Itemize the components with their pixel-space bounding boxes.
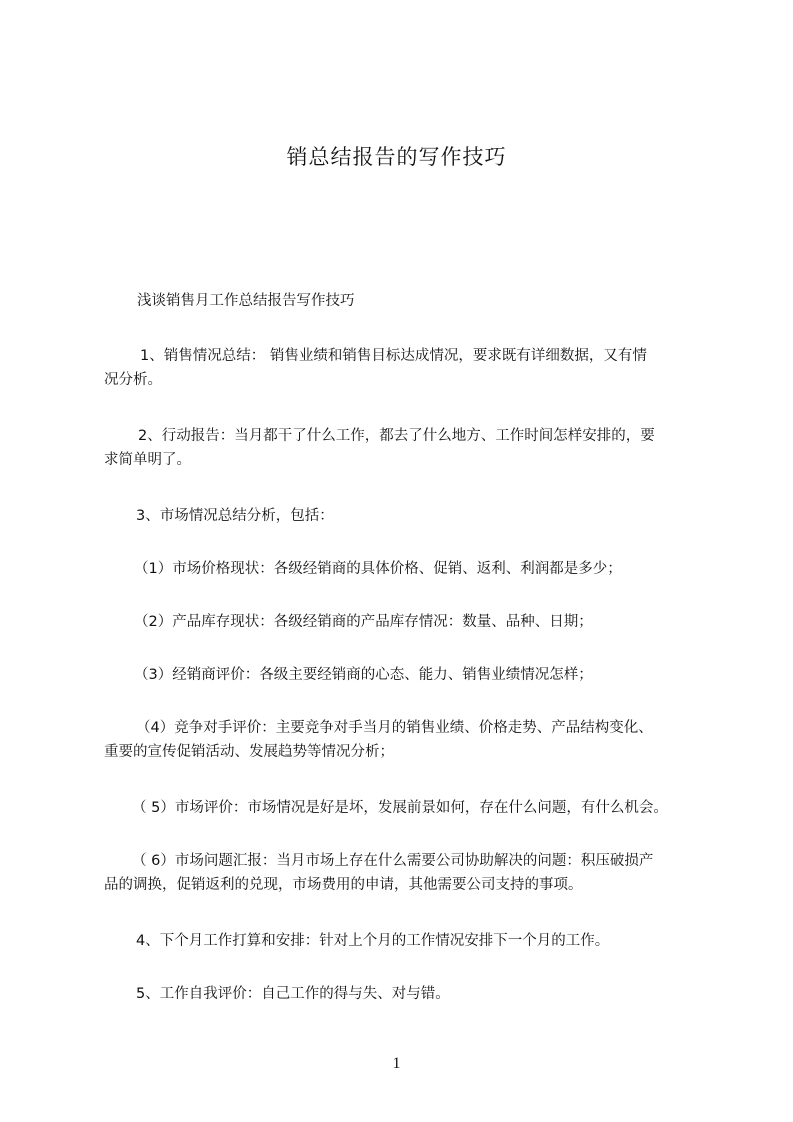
document-title: 销总结报告的写作技巧 (286, 145, 507, 169)
subtitle: 浅谈销售月工作总结报告写作技巧 (137, 293, 355, 309)
paragraph-inventory (104, 610, 716, 634)
paragraph-dealer-evaluation (104, 663, 716, 687)
paragraph-line: 4、下个月工作打算和安排：针对上个月的工作情况安排下一个月的工作。 (136, 933, 610, 949)
paragraph-line: 5、工作自我评价：自己工作的得与失、对与错。 (136, 986, 450, 1002)
paragraph-market-issues (104, 849, 716, 897)
paragraph-sales-summary (104, 344, 716, 392)
paragraph-line: 3、市场情况总结分析，包括： (136, 508, 334, 524)
paragraph-line: 品的调换，促销返利的兑现，市场费用的申请，其他需要公司支持的事项。 (104, 877, 583, 893)
paragraph-competitor-evaluation (104, 716, 716, 764)
paragraph-self-evaluation (104, 982, 716, 1006)
paragraph-line: （2）产品库存现状：各级经销商的产品库存情况：数量、品种、日期； (134, 614, 593, 630)
paragraph-line: 求简单明了。 (104, 452, 191, 468)
paragraph-line: （ 6）市场问题汇报：当月市场上存在什么需要公司协助解决的问题：积压破损产 (132, 853, 654, 869)
paragraph-action-report (104, 424, 716, 472)
paragraph-line: 况分析。 (104, 372, 162, 388)
page-number: 1 (392, 1055, 401, 1072)
paragraph-line: （ 5）市场评价：市场情况是好是坏，发展前景如何，存在什么问题，有什么机会。 (132, 800, 668, 816)
paragraph-line: （1）市场价格现状：各级经销商的具体价格、促销、返利、利润都是多少； (134, 561, 622, 577)
paragraph-line: 重要的宣传促销活动、发展趋势等情况分析； (104, 744, 394, 760)
paragraph-line: 1、销售情况总结： 销售业绩和销售目标达成情况，要求既有详细数据，又有情 (140, 348, 647, 364)
paragraph-next-month-plan (104, 929, 716, 953)
paragraph-line: 2、行动报告：当月都干了什么工作，都去了什么地方、工作时间怎样安排的，要 (138, 428, 655, 444)
paragraph-market-price (104, 557, 716, 581)
paragraph-market-analysis (104, 504, 716, 528)
paragraph-market-evaluation (104, 796, 716, 820)
paragraph-line: （3）经销商评价：各级主要经销商的心态、能力、销售业绩情况怎样； (134, 667, 593, 683)
paragraph-line: （4）竞争对手评价：主要竞争对手当月的销售业绩、价格走势、产品结构变化、 (136, 720, 653, 736)
